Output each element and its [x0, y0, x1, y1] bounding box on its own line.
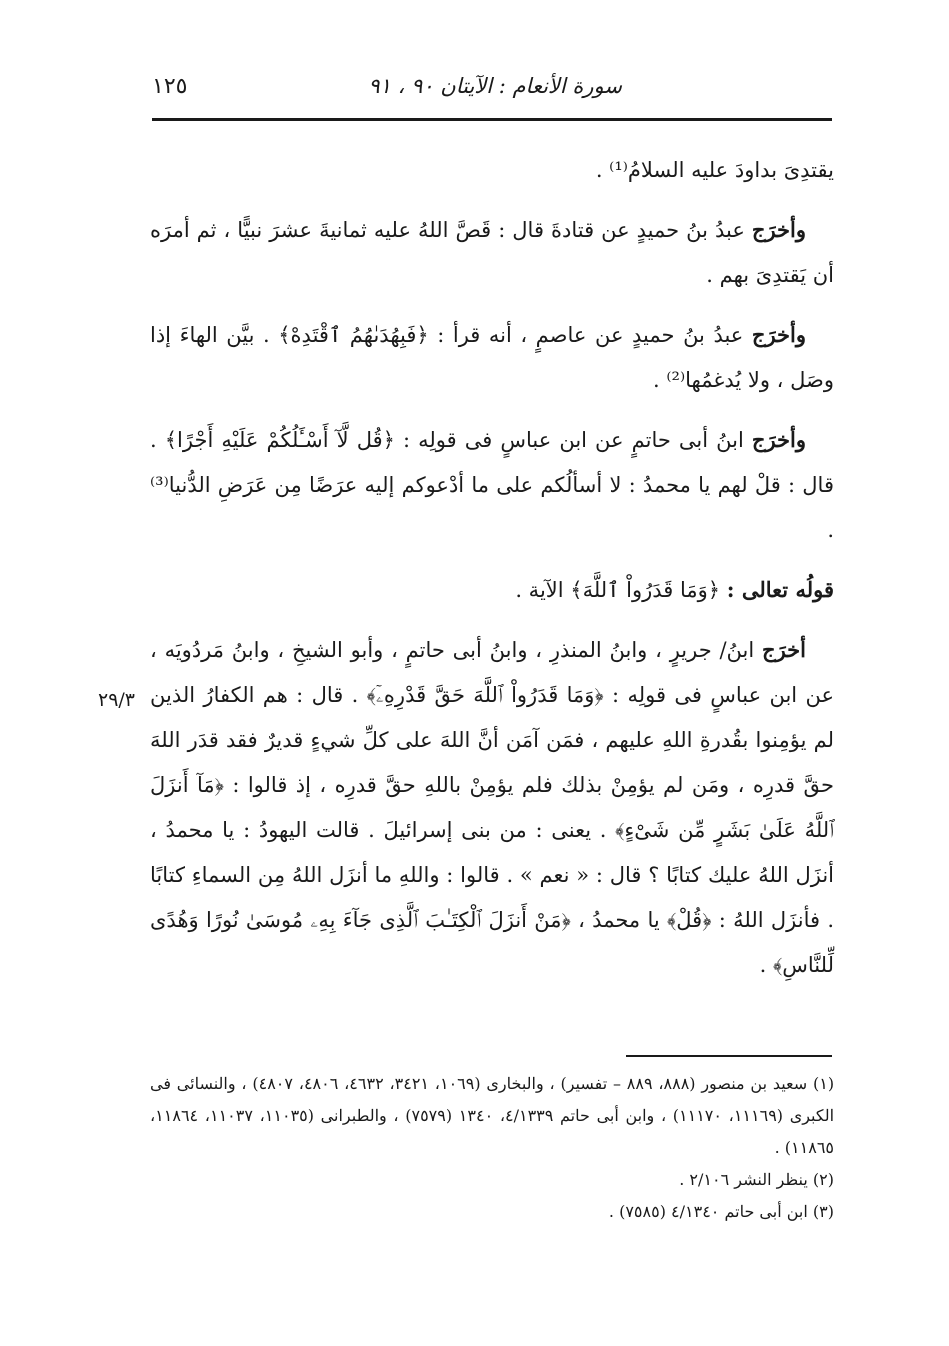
verse-heading	[150, 567, 834, 613]
footnote-2: (٢) ينظر النشر ٢/١٠٦ .	[679, 1170, 834, 1189]
footnote-3: (٣) ابن أبى حاتم ٤/١٣٤٠ (٧٥٨٥) .	[608, 1202, 834, 1221]
paragraph-3-lead: وأخرَج	[751, 322, 806, 347]
paragraph-6	[150, 627, 834, 988]
footnote-rule	[626, 1055, 832, 1057]
verse-heading-lead: قولُه تعالى :	[726, 577, 834, 602]
paragraph-3-text: عبدُ بنُ حميدٍ عن عاصمٍ ، أنه قرأ : ﴿فَبِهُدَىٰهُمُ ٱقْتَدِهْ﴾ . بيَّن الهاءَ إذا وصَل ، ولا يُدغمُها⁽²⁾ .	[150, 323, 834, 392]
chapter-title: سورة الأنعام : الآيتان ٩٠ ، ٩١	[368, 74, 622, 98]
paragraph-6-text: ابنُ/ جريرٍ ، وابنُ المنذرِ ، وابنُ أبى حاتمٍ ، وأبو الشيخِ ، وابنُ مَردُويَه ، عن ابن عباسٍ فى قولِه : ﴿وَمَا قَدَرُواْ ٱللَّهَ حَقَّ قَدْرِهِۦٓ﴾ . قال : هم الكفارُ الذين لم يؤمِنوا بقُدرةِ اللهِ عليهم ، فمَن آمَن أنَّ اللهَ على كلِّ شيءٍ قديرٌ فقد قدَر اللهَ حقَّ قدرِه ، ومَن لم يؤمِنْ بذلك فلم يؤمِنْ باللهِ حقَّ قدرِه ، إذ قالوا : ﴿مَآ أَنزَلَ ٱللَّهُ عَلَىٰ بَشَرٍ مِّن شَىْءٍ﴾ . يعنى : من بنى إسرائيلَ . قالت اليهودُ : يا محمدُ ، أنزَل اللهُ عليك كتابًا ؟ قال : « نعم » . قالوا : واللهِ ما أنزَل اللهُ مِن السماءِ كتابًا . فأنزَل اللهُ : ﴿قُلْ﴾ يا محمدُ ، ﴿مَنْ أَنزَلَ ٱلْكِتَـٰبَ ٱلَّذِى جَآءَ بِهِۦ مُوسَىٰ نُورًا وَهُدًى لِّلنَّاسِ﴾ .	[150, 638, 834, 977]
paragraph-1: يقتدِىَ بداودَ عليه السلامُ⁽¹⁾ .	[595, 158, 834, 182]
paragraph-2-text: عبدُ بنُ حميدٍ عن قتادةَ قال : قَصَّ اللهُ عليه ثمانيةَ عشرَ نبيًّا ، ثم أمرَه أن يَقتدِىَ بهم .	[150, 218, 834, 287]
paragraph-4-lead: وأخرَج	[751, 427, 806, 452]
paragraph-4	[150, 417, 834, 553]
running-header	[152, 66, 832, 112]
paragraph-4-text: ابنُ أبى حاتمٍ عن ابن عباسٍ فى قولِه : ﴿قُل لَّآ أَسْـَٔلُكُمْ عَلَيْهِ أَجْرًا﴾ . قال : قلْ لهم يا محمدُ : لا أسألُكم على ما أدْعوكم إليه عرَضًا مِن عَرَضِ الدُّنيا⁽³⁾ .	[150, 428, 834, 542]
main-text	[150, 148, 834, 1002]
margin-reference: ٢٩/٣	[98, 689, 136, 711]
paragraph-2	[150, 207, 834, 298]
header-rule	[152, 118, 832, 121]
verse-heading-text: ﴿وَمَا قَدَرُواْ ٱللَّهَ﴾ الآية .	[515, 578, 727, 602]
paragraph-6-lead: أخرَج	[762, 637, 806, 662]
footnote-1: (١) سعيد بن منصور (٨٨٨، ٨٨٩ – تفسير) ، والبخارى (١٠٦٩، ٣٤٢١، ٤٦٣٢، ٤٨٠٦، ٤٨٠٧) ، والنسائى فى الكبرى (١١١٦٩، ١١١٧٠) ، وابن أبى حاتم ٤/١٣٣٩، ١٣٤٠ (٧٥٧٩) ، والطبرانى (١١٠٣٥، ١١٠٣٧، ١١٨٦٤، ١١٨٦٥) .	[150, 1074, 835, 1157]
paragraph-3	[150, 312, 834, 403]
footnotes	[150, 1068, 834, 1228]
page-number: ١٢٥	[152, 74, 188, 99]
paragraph-2-lead: وأخرَج	[751, 217, 806, 242]
